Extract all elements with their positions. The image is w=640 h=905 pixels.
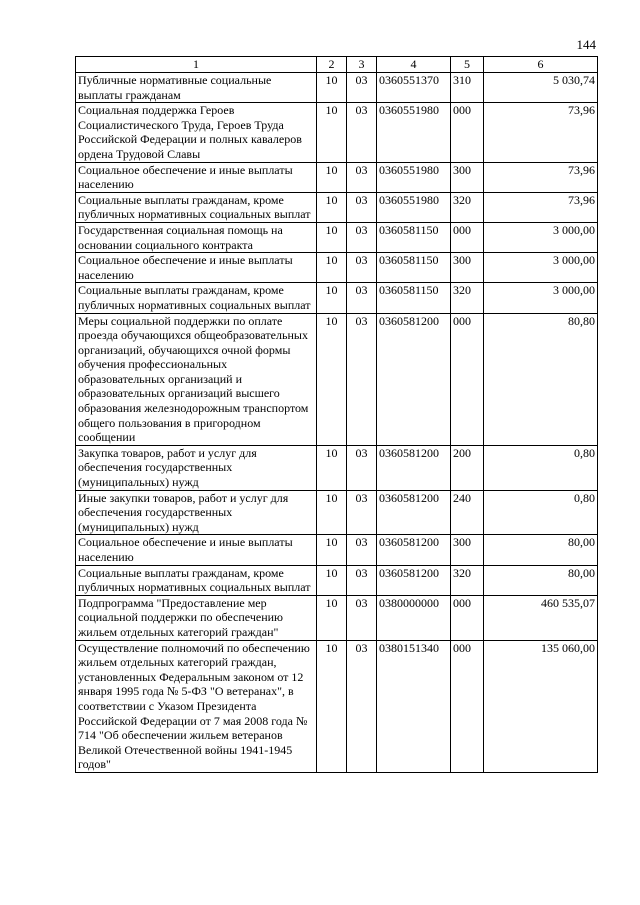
cell-section: 10: [317, 445, 347, 490]
cell-section: 10: [317, 565, 347, 595]
cell-section: 10: [317, 490, 347, 535]
cell-section: 10: [317, 73, 347, 103]
cell-expense-type: 320: [451, 565, 484, 595]
cell-amount: 0,80: [484, 445, 598, 490]
cell-name: Закупка товаров, работ и услуг для обеспечения государственных (муниципальных) нужд: [76, 445, 317, 490]
cell-subsection: 03: [347, 222, 377, 252]
cell-name: Социальное обеспечение и иные выплаты населению: [76, 535, 317, 565]
table-row: [76, 222, 598, 252]
cell-amount: 3 000,00: [484, 283, 598, 313]
cell-subsection: 03: [347, 103, 377, 162]
cell-amount: 460 535,07: [484, 595, 598, 640]
cell-expense-type: 200: [451, 445, 484, 490]
cell-target-item: 0360551980: [377, 103, 451, 162]
cell-subsection: 03: [347, 162, 377, 192]
table-row: [76, 565, 598, 595]
cell-amount: 135 060,00: [484, 640, 598, 772]
cell-target-item: 0380151340: [377, 640, 451, 772]
cell-name: Социальные выплаты гражданам, кроме публичных нормативных социальных выплат: [76, 192, 317, 222]
cell-expense-type: 320: [451, 283, 484, 313]
cell-name: Публичные нормативные социальные выплаты гражданам: [76, 73, 317, 103]
cell-section: 10: [317, 595, 347, 640]
cell-target-item: 0360551370: [377, 73, 451, 103]
cell-expense-type: 300: [451, 535, 484, 565]
col-header-expense-type: 5: [451, 57, 484, 73]
cell-expense-type: 320: [451, 192, 484, 222]
col-header-target-item: 4: [377, 57, 451, 73]
cell-expense-type: 000: [451, 640, 484, 772]
cell-section: 10: [317, 535, 347, 565]
cell-section: 10: [317, 313, 347, 445]
table-row: [76, 535, 598, 565]
cell-expense-type: 240: [451, 490, 484, 535]
table-row: [76, 162, 598, 192]
cell-expense-type: 300: [451, 253, 484, 283]
col-header-section: 2: [317, 57, 347, 73]
cell-expense-type: 000: [451, 313, 484, 445]
cell-expense-type: 000: [451, 595, 484, 640]
table-row: [76, 595, 598, 640]
cell-section: 10: [317, 253, 347, 283]
table-row: [76, 192, 598, 222]
col-header-subsection: 3: [347, 57, 377, 73]
cell-target-item: 0360581200: [377, 313, 451, 445]
cell-subsection: 03: [347, 283, 377, 313]
cell-name: Социальные выплаты гражданам, кроме публичных нормативных социальных выплат: [76, 283, 317, 313]
cell-section: 10: [317, 192, 347, 222]
cell-name: Социальная поддержка Героев Социалистического Труда, Героев Труда Российской Федерации и полных кавалеров ордена Трудовой Славы: [76, 103, 317, 162]
cell-expense-type: 000: [451, 103, 484, 162]
cell-target-item: 0360581200: [377, 565, 451, 595]
cell-section: 10: [317, 162, 347, 192]
cell-name: Социальные выплаты гражданам, кроме публичных нормативных социальных выплат: [76, 565, 317, 595]
cell-subsection: 03: [347, 192, 377, 222]
cell-name: Иные закупки товаров, работ и услуг для обеспечения государственных (муниципальных) нужд: [76, 490, 317, 535]
cell-amount: 80,00: [484, 535, 598, 565]
cell-name: Меры социальной поддержки по оплате проезда обучающихся общеобразовательных организаций, обучающихся очной формы обучения профессиональных образовательных организаций и образовательных организаций высшего образования железнодорожным транспортом общего пользования в пригородном сообщении: [76, 313, 317, 445]
col-header-name: 1: [76, 57, 317, 73]
cell-subsection: 03: [347, 313, 377, 445]
cell-name: Государственная социальная помощь на основании социального контракта: [76, 222, 317, 252]
cell-amount: 73,96: [484, 162, 598, 192]
cell-amount: 3 000,00: [484, 222, 598, 252]
cell-target-item: 0360581150: [377, 222, 451, 252]
cell-target-item: 0360581150: [377, 253, 451, 283]
cell-subsection: 03: [347, 535, 377, 565]
cell-subsection: 03: [347, 565, 377, 595]
table-row: [76, 253, 598, 283]
cell-expense-type: 000: [451, 222, 484, 252]
cell-target-item: 0360581200: [377, 490, 451, 535]
cell-amount: 73,96: [484, 103, 598, 162]
budget-table: [75, 56, 598, 773]
table-row: [76, 313, 598, 445]
cell-name: Социальное обеспечение и иные выплаты населению: [76, 253, 317, 283]
cell-name: Подпрограмма "Предоставление мер социальной поддержки по обеспечению жильем отдельных категорий граждан": [76, 595, 317, 640]
table-row: [76, 73, 598, 103]
cell-target-item: 0360581200: [377, 535, 451, 565]
cell-amount: 73,96: [484, 192, 598, 222]
cell-amount: 0,80: [484, 490, 598, 535]
table-row: [76, 103, 598, 162]
cell-subsection: 03: [347, 640, 377, 772]
cell-amount: 3 000,00: [484, 253, 598, 283]
cell-name: Социальное обеспечение и иные выплаты населению: [76, 162, 317, 192]
table-row: [76, 640, 598, 772]
cell-subsection: 03: [347, 73, 377, 103]
table-row: [76, 490, 598, 535]
cell-subsection: 03: [347, 445, 377, 490]
cell-section: 10: [317, 283, 347, 313]
cell-subsection: 03: [347, 595, 377, 640]
cell-section: 10: [317, 103, 347, 162]
cell-target-item: 0360581150: [377, 283, 451, 313]
cell-amount: 80,80: [484, 313, 598, 445]
table-row: [76, 445, 598, 490]
cell-section: 10: [317, 640, 347, 772]
col-header-amount: 6: [484, 57, 598, 73]
page-number: 144: [576, 37, 596, 52]
cell-subsection: 03: [347, 253, 377, 283]
table-row: [76, 283, 598, 313]
cell-target-item: 0360551980: [377, 162, 451, 192]
cell-section: 10: [317, 222, 347, 252]
cell-amount: 5 030,74: [484, 73, 598, 103]
header-row: [76, 57, 598, 73]
cell-subsection: 03: [347, 490, 377, 535]
cell-expense-type: 310: [451, 73, 484, 103]
cell-target-item: 0360581200: [377, 445, 451, 490]
cell-target-item: 0380000000: [377, 595, 451, 640]
cell-expense-type: 300: [451, 162, 484, 192]
cell-target-item: 0360551980: [377, 192, 451, 222]
cell-amount: 80,00: [484, 565, 598, 595]
cell-name: Осуществление полномочий по обеспечению жильем отдельных категорий граждан, установленных Федеральным законом от 12 января 1995 года № 5-ФЗ "О ветеранах", в соответствии с Указом Президента Российской Федерации от 7 мая 2008 года № 714 "Об обеспечении жильем ветеранов Великой Отечественной войны 1941-1945 годов": [76, 640, 317, 772]
